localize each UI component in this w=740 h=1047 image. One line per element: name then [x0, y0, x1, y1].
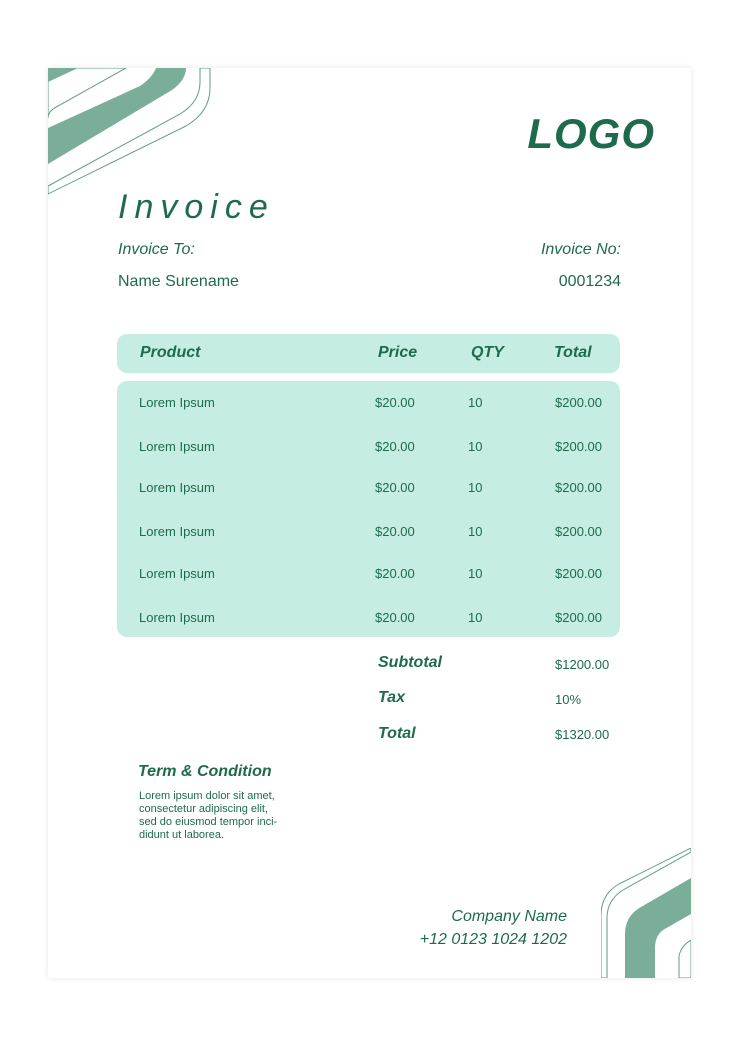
- terms-heading: Term & Condition: [138, 763, 272, 780]
- tax-label: Tax: [378, 689, 405, 706]
- cell-qty: 10: [468, 439, 483, 454]
- header-product: Product: [140, 344, 201, 361]
- table-body: [117, 381, 620, 637]
- company-logo: LOGO: [527, 110, 655, 157]
- cell-price: $20.00: [375, 524, 415, 539]
- terms-line: sed do eiusmod tempor inci-: [139, 816, 278, 828]
- cell-total: $200.00: [555, 566, 602, 581]
- cell-total: $200.00: [555, 395, 602, 410]
- cell-qty: 10: [468, 524, 483, 539]
- terms-line: didunt ut laborea.: [139, 829, 225, 841]
- invoice-to-label: Invoice To:: [118, 241, 195, 258]
- invoice-to-name: Name Surename: [118, 273, 239, 290]
- total-value: $1320.00: [555, 727, 610, 742]
- table-row: [117, 566, 620, 586]
- cell-price: $20.00: [375, 480, 415, 495]
- total-label: Total: [378, 725, 416, 742]
- corner-decoration-top-left: [48, 68, 218, 198]
- table-row: [117, 439, 620, 459]
- cell-total: $200.00: [555, 524, 602, 539]
- corner-decoration-bottom-right: [601, 848, 691, 978]
- cell-product: Lorem Ipsum: [139, 480, 215, 495]
- header-price: Price: [378, 344, 418, 361]
- cell-qty: 10: [468, 566, 483, 581]
- cell-qty: 10: [468, 480, 483, 495]
- cell-product: Lorem Ipsum: [139, 566, 215, 581]
- invoice-no-label: Invoice No:: [540, 241, 621, 258]
- subtotal-value: $1200.00: [555, 657, 610, 672]
- table-row: [117, 610, 620, 630]
- terms-line: Lorem ipsum dolor sit amet,: [139, 790, 275, 802]
- header-qty: QTY: [471, 344, 504, 361]
- cell-price: $20.00: [375, 395, 415, 410]
- cell-product: Lorem Ipsum: [139, 524, 215, 539]
- cell-total: $200.00: [555, 610, 602, 625]
- cell-qty: 10: [468, 395, 483, 410]
- invoice-no-value: 0001234: [558, 273, 621, 290]
- cell-price: $20.00: [375, 610, 415, 625]
- table-row: [117, 395, 620, 415]
- terms-body: [139, 790, 314, 842]
- table-row: [117, 524, 620, 544]
- cell-product: Lorem Ipsum: [139, 439, 215, 454]
- cell-product: Lorem Ipsum: [139, 395, 215, 410]
- header-total: Total: [554, 344, 592, 361]
- invoice-sheet: [48, 68, 691, 978]
- cell-qty: 10: [468, 610, 483, 625]
- cell-total: $200.00: [555, 439, 602, 454]
- table-header: [117, 334, 620, 373]
- company-phone: +12 0123 1024 1202: [419, 931, 567, 948]
- cell-price: $20.00: [375, 439, 415, 454]
- tax-value: 10%: [555, 692, 582, 707]
- company-name: Company Name: [451, 908, 567, 925]
- cell-price: $20.00: [375, 566, 415, 581]
- page-title: Invoice: [118, 188, 275, 226]
- subtotal-label: Subtotal: [378, 654, 442, 671]
- terms-line: consectetur adipiscing elit,: [139, 803, 269, 815]
- table-row: [117, 480, 620, 500]
- cell-product: Lorem Ipsum: [139, 610, 215, 625]
- cell-total: $200.00: [555, 480, 602, 495]
